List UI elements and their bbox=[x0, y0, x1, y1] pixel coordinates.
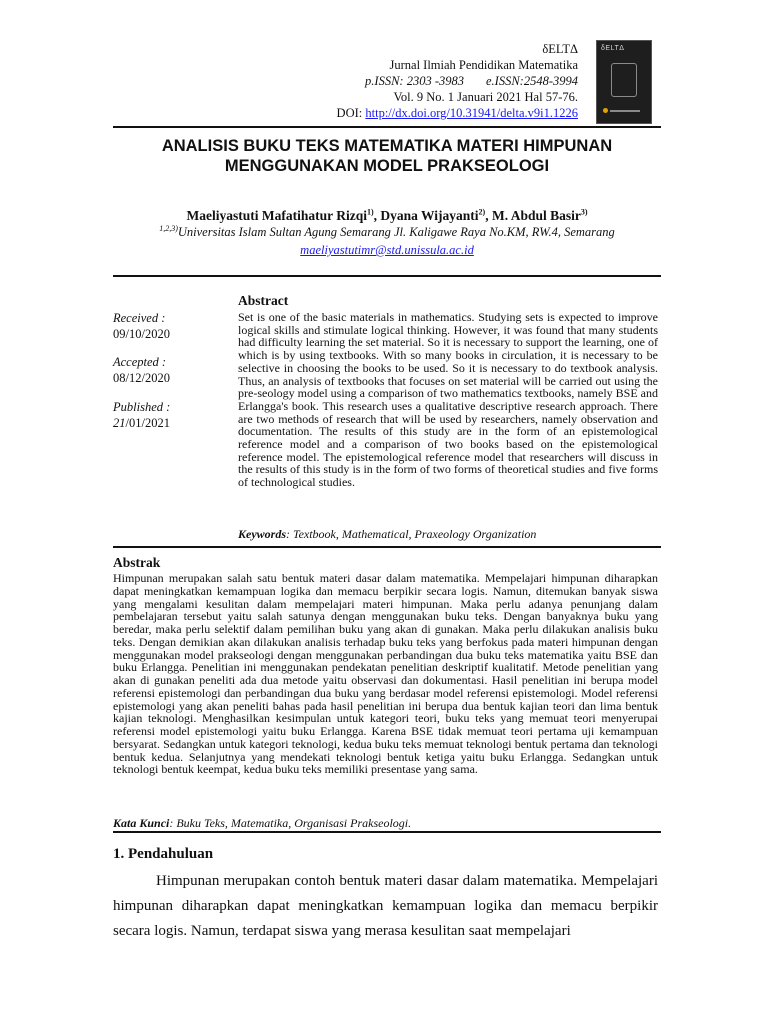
paper-title bbox=[100, 136, 674, 176]
received-block bbox=[113, 310, 223, 342]
published-day: 21 bbox=[113, 416, 126, 430]
author-2: Dyana Wijayanti bbox=[380, 208, 479, 223]
volume-line: Vol. 9 No. 1 Januari 2021 Hal 57-76. bbox=[393, 90, 578, 104]
author-list: Maeliyastuti Mafatihatur Rizqi$^{1)}$, Dyana Wijayanti$^{2)}$, M. Abdul Basir$^{3)}$ bbox=[186, 207, 588, 223]
cover-title: δELTΔ bbox=[601, 45, 625, 52]
published-date bbox=[113, 415, 223, 431]
published-label: Published : bbox=[113, 400, 171, 414]
title-line-1: ANALISIS BUKU TEKS MATEMATIKA MATERI HIMPUNAN bbox=[161, 137, 613, 155]
published-block bbox=[113, 399, 223, 431]
journal-cover-image bbox=[596, 40, 652, 124]
received-label: Received : bbox=[113, 311, 166, 325]
journal-name: Jurnal Ilmiah Pendidikan Matematika bbox=[389, 58, 578, 72]
published-rest: /01/2021 bbox=[125, 416, 170, 430]
doi-link[interactable]: http://dx.doi.org/10.31941/delta.v9i1.1226 bbox=[365, 106, 578, 120]
eissn: e.ISSN:2548-3994 bbox=[486, 74, 578, 88]
author-1-sup: 1) bbox=[366, 207, 374, 217]
abstract-divider bbox=[113, 546, 661, 548]
abstract-keywords bbox=[238, 527, 536, 542]
affiliation bbox=[100, 224, 674, 241]
journal-short-name: δELTΔ bbox=[542, 42, 578, 56]
doi-label: DOI: bbox=[336, 106, 366, 120]
abstrak-keywords bbox=[113, 816, 411, 831]
section-heading: 1. Pendahuluan bbox=[113, 846, 214, 862]
accepted-date: 08/12/2020 bbox=[113, 371, 170, 385]
keywords-label: Keywords bbox=[238, 527, 286, 541]
cover-logo-dot bbox=[603, 108, 608, 113]
author-divider bbox=[113, 275, 661, 277]
author-3: M. Abdul Basir bbox=[491, 208, 581, 223]
affiliation-text: Universitas Islam Sultan Agung Semarang Jl. Kaligawe Raya No.KM, RW.4, Semarang bbox=[177, 225, 615, 239]
kata-kunci-value: : Buku Teks, Matematika, Organisasi Prakseologi. bbox=[169, 816, 412, 830]
abstract-text: Set is one of the basic materials in mathematics. Studying sets is expected to improve logical skills and stimulate logical thinking. However, it was found that many students had difficulty learning the set material. So it is necessary to support the learning, one of which is by using textbooks. With so many books in circulation, it is necessary to be selective in choosing the books to be used. So it is necessary to do textbook analysis. Thus, an analysis of textbooks that focuses on set material will be carried out using the pre-seology model using a comparison of two mathematics textbooks, namely BSE and Erlangga's book. This research uses a qualitative descriptive research approach. There are two methods of research that will be used by researchers, namely observation and documentation. The results of this study are in the form of an epistemological reference model and a comparison of two books based on the epistemological reference model. The epistemological reference model that researchers will discuss in the results of this study is in the form of two forms of theoretical studies and five forms of technological studies. bbox=[238, 310, 658, 490]
accepted-block bbox=[113, 354, 223, 386]
author-2-sup: 2) bbox=[478, 207, 486, 217]
author-3-sup: 3) bbox=[580, 207, 588, 217]
abstrak-text: Himpunan merupakan salah satu bentuk materi dasar dalam matematika. Mempelajari himpunan diharapkan dapat meningkatkan kemampuan logika dan memacu berpikir secara logis. Namun, ditemukan banyak siswa yang mengalami kesulitan dalam mempelajari materi himpunan. Maka perlu adanya penunjang dalam pembelajaran tersebut yaitu salah satunya dengan menggunakan buku teks. Dengan banyaknya buku yang beredar, maka perlu selektif dalam pemilihan buku yang akan di gunakan. Maka perlu dilakukan analisis buku teks. Dengan demikian akan dilakukan analisis terhadap buku teks yang berfokus pada materi himpunan dengan menggunakan model prakseologi dengan menggunakan perbandingan dua buku teks matematika yaitu BSE dan buku Erlangga. Penelitian ini menggunakan pendekatan penelitian deskriptif kualitatif. Metode penelitian yang akan di gunakan peneliti ada dua metode yaitu observasi dan dokumentasi. Hasil penelitian ini berupa model referensi epistemologi dan perbandingan dua buku yang berdasar model referensi epistemologi. Model referensi epistemologi yang akan peneliti bahas pada hasil penelitian ini berupa dua bentuk kajian teori dan lima bentuk kajian teknologi. Menghasilkan kesimpulan untuk kategori teori, buku teks yang memuat teori menyerupai referensi model epistemologi yaitu buku Erlangga. Karena BSE tidak memuat teori pertama uji kemampuan bersyarat. Sedangkan untuk kategori teknologi, kedua buku teks memuat teknologi bentuk pertama dan teknologi bentuk kedua. Selanjutnya yang mendekati teknologi bentuk ketiga yaitu buku Erlangga. Sedangkan untuk teknologi bentuk keempat, kedua buku teks memiliki presentase yang sama. bbox=[113, 571, 658, 777]
affiliation-sup: 1,2,3) bbox=[159, 223, 178, 233]
keywords-value: : Textbook, Mathematical, Praxeology Organization bbox=[286, 527, 537, 541]
kata-kunci-label: Kata Kunci bbox=[113, 816, 170, 830]
title-line-2: MENGGUNAKAN MODEL PRAKSEOLOGI bbox=[224, 157, 550, 175]
journal-header bbox=[337, 41, 578, 121]
doi-line bbox=[337, 105, 578, 121]
author-1: Maeliyastuti Mafatihatur Rizqi bbox=[186, 208, 367, 223]
cover-graphic bbox=[611, 63, 637, 97]
section-body-text: Himpunan merupakan contoh bentuk materi dasar dalam matematika. Mempelajari himpunan diharapkan dapat meningkatkan kemampuan logika dan memacu berpikir secara logis. Namun, terdapat siswa yang merasa kesulitan saat mempelajari bbox=[113, 873, 658, 939]
author-email[interactable]: maeliyastutimr@std.unissula.ac.id bbox=[300, 243, 474, 257]
accepted-label: Accepted : bbox=[113, 355, 167, 369]
abstrak-divider bbox=[113, 831, 661, 833]
pissn: p.ISSN: 2303 -3983 bbox=[365, 74, 464, 88]
issn-line bbox=[337, 73, 578, 89]
section-body bbox=[113, 869, 658, 944]
cover-line bbox=[610, 110, 640, 112]
received-date: 09/10/2020 bbox=[113, 327, 170, 341]
abstrak-heading: Abstrak bbox=[113, 555, 161, 570]
header-divider bbox=[113, 126, 661, 128]
abstract-heading: Abstract bbox=[238, 293, 289, 308]
